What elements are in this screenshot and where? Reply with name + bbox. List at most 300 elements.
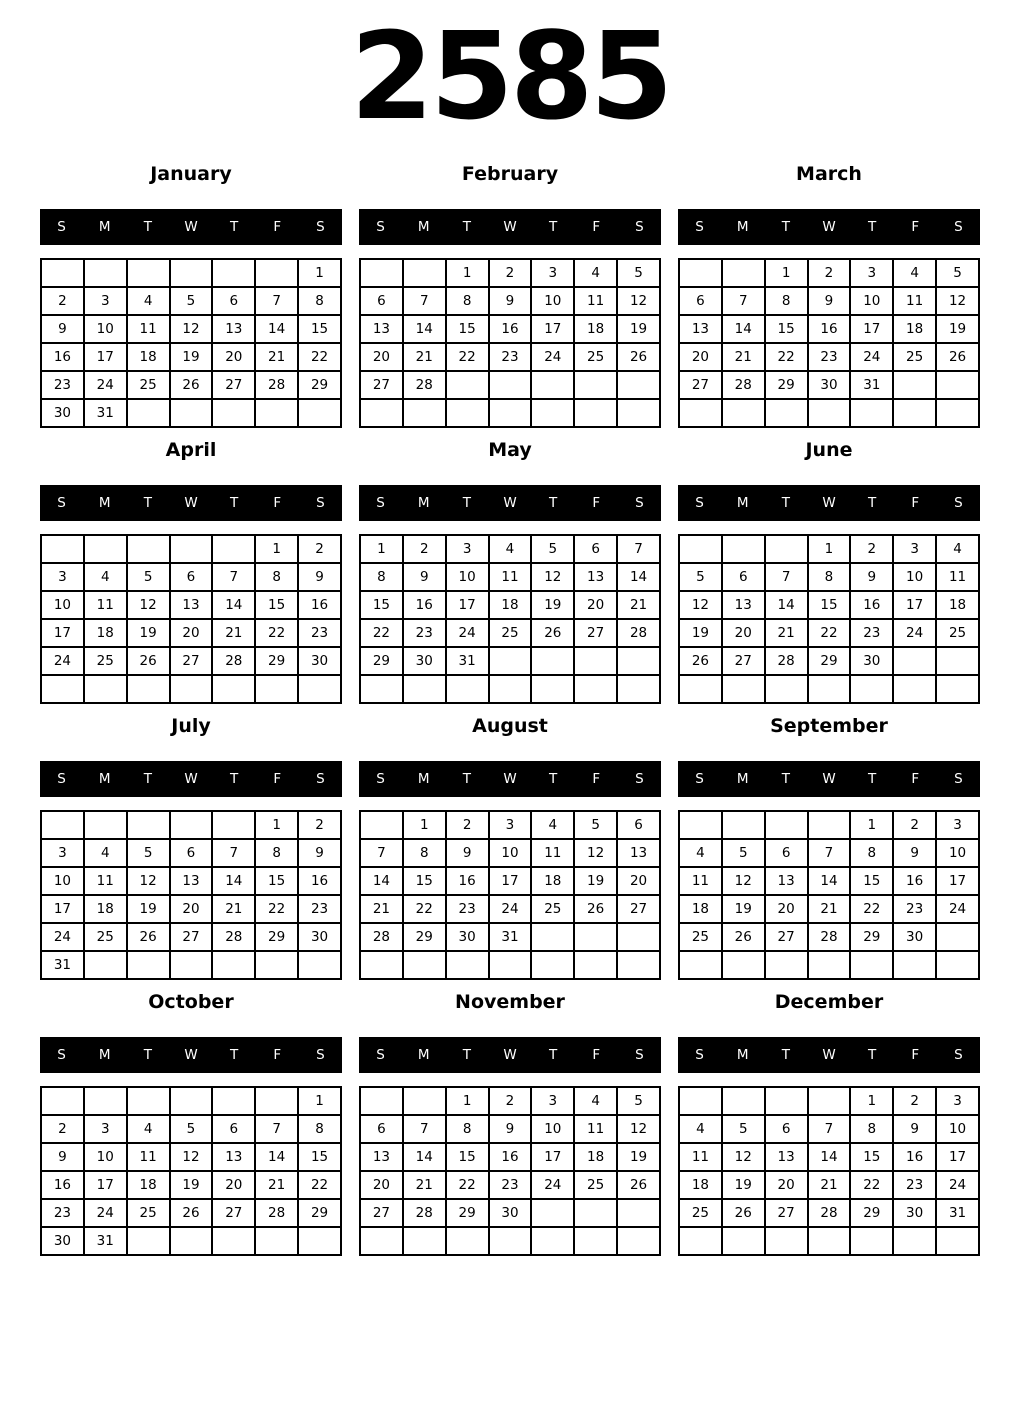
- day-cell: 17: [936, 867, 979, 895]
- empty-day-cell: [127, 811, 170, 839]
- weekday-label: T: [868, 495, 877, 511]
- week-row: [41, 535, 341, 563]
- day-cell: 4: [936, 535, 979, 563]
- weekday-label: T: [462, 495, 471, 511]
- weekday-label: T: [230, 1047, 239, 1063]
- weekday-label: F: [592, 219, 601, 235]
- weekday-label: F: [592, 495, 601, 511]
- day-cell: 6: [170, 563, 213, 591]
- week-row: [679, 895, 979, 923]
- day-cell: 9: [298, 839, 341, 867]
- day-cell: 12: [170, 315, 213, 343]
- empty-day-cell: [531, 951, 574, 979]
- empty-day-cell: [936, 371, 979, 399]
- empty-day-cell: [212, 399, 255, 427]
- empty-day-cell: [170, 535, 213, 563]
- day-cell: 3: [936, 811, 979, 839]
- day-cell: 5: [574, 811, 617, 839]
- day-cell: 31: [936, 1199, 979, 1227]
- month-table: [678, 810, 980, 980]
- day-cell: 9: [893, 839, 936, 867]
- week-row: [679, 1143, 979, 1171]
- month-title: November: [455, 991, 565, 1013]
- week-row: [41, 619, 341, 647]
- weekday-label: M: [736, 1047, 749, 1063]
- weekday-label: S: [376, 771, 385, 787]
- weekday-label: T: [781, 1047, 790, 1063]
- day-cell: 29: [298, 371, 341, 399]
- week-row: [360, 647, 660, 675]
- weekday-label: F: [273, 771, 282, 787]
- weekday-label: S: [635, 771, 644, 787]
- empty-day-cell: [255, 259, 298, 287]
- day-cell: 4: [127, 1115, 170, 1143]
- month-table: [40, 810, 342, 980]
- empty-day-cell: [360, 811, 403, 839]
- day-cell: 5: [127, 563, 170, 591]
- day-cell: 25: [489, 619, 532, 647]
- day-cell: 15: [255, 867, 298, 895]
- day-cell: 9: [489, 287, 532, 315]
- day-cell: 14: [255, 1143, 298, 1171]
- empty-day-cell: [850, 951, 893, 979]
- day-cell: 26: [574, 895, 617, 923]
- day-cell: 23: [893, 1171, 936, 1199]
- day-cell: 6: [212, 287, 255, 315]
- day-cell: 21: [360, 895, 403, 923]
- day-cell: 18: [574, 315, 617, 343]
- day-cell: 17: [84, 343, 127, 371]
- day-cell: 2: [403, 535, 446, 563]
- day-cell: 3: [936, 1087, 979, 1115]
- empty-day-cell: [574, 399, 617, 427]
- day-cell: 24: [489, 895, 532, 923]
- weekday-label: S: [376, 1047, 385, 1063]
- day-cell: 27: [212, 1199, 255, 1227]
- weekday-label: S: [635, 1047, 644, 1063]
- day-cell: 3: [531, 259, 574, 287]
- day-cell: 21: [255, 1171, 298, 1199]
- empty-day-cell: [127, 951, 170, 979]
- weekday-label: T: [781, 495, 790, 511]
- day-cell: 27: [360, 1199, 403, 1227]
- day-cell: 9: [489, 1115, 532, 1143]
- day-cell: 21: [808, 895, 851, 923]
- day-cell: 20: [574, 591, 617, 619]
- empty-day-cell: [489, 675, 532, 703]
- month-title: March: [796, 163, 862, 185]
- empty-day-cell: [170, 259, 213, 287]
- empty-day-cell: [617, 371, 660, 399]
- weekday-label: S: [954, 219, 963, 235]
- day-cell: 30: [850, 647, 893, 675]
- day-cell: 12: [722, 1143, 765, 1171]
- weekday-label: W: [503, 1047, 517, 1063]
- week-row: [679, 591, 979, 619]
- day-cell: 22: [850, 895, 893, 923]
- week-row: [41, 563, 341, 591]
- weekday-label: W: [822, 219, 836, 235]
- weekday-label: S: [57, 495, 66, 511]
- empty-day-cell: [765, 535, 808, 563]
- day-cell: 12: [936, 287, 979, 315]
- day-cell: 5: [679, 563, 722, 591]
- empty-day-cell: [360, 259, 403, 287]
- empty-day-cell: [808, 951, 851, 979]
- day-cell: 23: [403, 619, 446, 647]
- day-cell: 14: [255, 315, 298, 343]
- weekday-header-band: [359, 209, 661, 245]
- week-row: [41, 811, 341, 839]
- empty-day-cell: [403, 1087, 446, 1115]
- day-cell: 12: [617, 1115, 660, 1143]
- day-cell: 2: [808, 259, 851, 287]
- day-cell: 6: [765, 1115, 808, 1143]
- week-row: [41, 1227, 341, 1255]
- weekday-label: M: [417, 1047, 430, 1063]
- empty-day-cell: [170, 1087, 213, 1115]
- empty-day-cell: [212, 675, 255, 703]
- empty-day-cell: [574, 1199, 617, 1227]
- empty-day-cell: [360, 399, 403, 427]
- day-cell: 18: [936, 591, 979, 619]
- day-cell: 13: [617, 839, 660, 867]
- weekday-header-band: [678, 209, 980, 245]
- day-cell: 3: [850, 259, 893, 287]
- day-cell: 27: [765, 1199, 808, 1227]
- empty-day-cell: [489, 399, 532, 427]
- day-cell: 26: [679, 647, 722, 675]
- empty-day-cell: [212, 951, 255, 979]
- empty-day-cell: [446, 675, 489, 703]
- empty-day-cell: [41, 811, 84, 839]
- day-cell: 19: [127, 619, 170, 647]
- month-title: August: [472, 715, 548, 737]
- weekday-label: S: [635, 219, 644, 235]
- empty-day-cell: [679, 1227, 722, 1255]
- month-block: [40, 704, 342, 980]
- day-cell: 29: [255, 647, 298, 675]
- empty-day-cell: [722, 399, 765, 427]
- day-cell: 23: [489, 343, 532, 371]
- weekday-label: T: [462, 771, 471, 787]
- day-cell: 3: [41, 839, 84, 867]
- day-cell: 4: [679, 839, 722, 867]
- day-cell: 16: [489, 1143, 532, 1171]
- weekday-label: S: [695, 495, 704, 511]
- week-row: [360, 675, 660, 703]
- day-cell: 27: [765, 923, 808, 951]
- empty-day-cell: [722, 535, 765, 563]
- empty-day-cell: [127, 1227, 170, 1255]
- day-cell: 24: [936, 1171, 979, 1199]
- empty-day-cell: [893, 675, 936, 703]
- month-title: October: [148, 991, 234, 1013]
- weekday-label: W: [503, 219, 517, 235]
- empty-day-cell: [489, 647, 532, 675]
- day-cell: 20: [170, 619, 213, 647]
- weekday-label: M: [417, 771, 430, 787]
- week-row: [41, 951, 341, 979]
- empty-day-cell: [255, 399, 298, 427]
- day-cell: 25: [574, 1171, 617, 1199]
- day-cell: 17: [84, 1171, 127, 1199]
- day-cell: 17: [41, 895, 84, 923]
- month-table: [40, 1086, 342, 1256]
- day-cell: 11: [127, 315, 170, 343]
- empty-day-cell: [446, 371, 489, 399]
- empty-day-cell: [84, 1087, 127, 1115]
- week-row: [679, 839, 979, 867]
- day-cell: 6: [617, 811, 660, 839]
- months-grid: [40, 152, 980, 1256]
- day-cell: 23: [893, 895, 936, 923]
- day-cell: 22: [446, 343, 489, 371]
- empty-day-cell: [531, 1199, 574, 1227]
- day-cell: 13: [170, 867, 213, 895]
- day-cell: 2: [893, 811, 936, 839]
- day-cell: 13: [765, 867, 808, 895]
- day-cell: 16: [808, 315, 851, 343]
- day-cell: 18: [679, 895, 722, 923]
- week-row: [360, 1143, 660, 1171]
- day-cell: 7: [212, 839, 255, 867]
- day-cell: 19: [574, 867, 617, 895]
- week-row: [41, 647, 341, 675]
- day-cell: 23: [41, 1199, 84, 1227]
- day-cell: 5: [170, 287, 213, 315]
- day-cell: 9: [298, 563, 341, 591]
- weekday-label: T: [230, 219, 239, 235]
- week-row: [679, 1227, 979, 1255]
- day-cell: 1: [446, 259, 489, 287]
- day-cell: 14: [212, 867, 255, 895]
- weekday-label: S: [954, 1047, 963, 1063]
- empty-day-cell: [765, 1087, 808, 1115]
- day-cell: 10: [41, 867, 84, 895]
- empty-day-cell: [446, 951, 489, 979]
- day-cell: 12: [617, 287, 660, 315]
- weekday-label: F: [592, 1047, 601, 1063]
- day-cell: 15: [403, 867, 446, 895]
- empty-day-cell: [893, 399, 936, 427]
- day-cell: 15: [446, 1143, 489, 1171]
- week-row: [679, 343, 979, 371]
- day-cell: 2: [298, 535, 341, 563]
- empty-day-cell: [212, 1227, 255, 1255]
- day-cell: 29: [850, 1199, 893, 1227]
- empty-day-cell: [84, 535, 127, 563]
- week-row: [679, 675, 979, 703]
- day-cell: 5: [617, 259, 660, 287]
- day-cell: 16: [41, 1171, 84, 1199]
- day-cell: 15: [360, 591, 403, 619]
- day-cell: 7: [722, 287, 765, 315]
- day-cell: 19: [127, 895, 170, 923]
- empty-day-cell: [617, 675, 660, 703]
- month-title: September: [770, 715, 888, 737]
- day-cell: 25: [84, 647, 127, 675]
- day-cell: 29: [808, 647, 851, 675]
- month-title: June: [805, 439, 853, 461]
- empty-day-cell: [574, 371, 617, 399]
- day-cell: 28: [722, 371, 765, 399]
- day-cell: 22: [255, 895, 298, 923]
- day-cell: 28: [403, 1199, 446, 1227]
- weekday-label: T: [462, 1047, 471, 1063]
- day-cell: 31: [446, 647, 489, 675]
- empty-day-cell: [936, 1227, 979, 1255]
- day-cell: 30: [893, 1199, 936, 1227]
- empty-day-cell: [170, 399, 213, 427]
- day-cell: 9: [403, 563, 446, 591]
- empty-day-cell: [531, 675, 574, 703]
- empty-day-cell: [298, 951, 341, 979]
- empty-day-cell: [127, 1087, 170, 1115]
- day-cell: 12: [679, 591, 722, 619]
- empty-day-cell: [617, 1227, 660, 1255]
- day-cell: 20: [679, 343, 722, 371]
- day-cell: 20: [212, 343, 255, 371]
- day-cell: 13: [170, 591, 213, 619]
- weekday-header-band: [40, 1037, 342, 1073]
- day-cell: 13: [574, 563, 617, 591]
- weekday-label: S: [695, 771, 704, 787]
- day-cell: 27: [212, 371, 255, 399]
- empty-day-cell: [489, 1227, 532, 1255]
- day-cell: 22: [255, 619, 298, 647]
- day-cell: 25: [84, 923, 127, 951]
- day-cell: 9: [808, 287, 851, 315]
- day-cell: 3: [84, 1115, 127, 1143]
- weekday-label: F: [273, 219, 282, 235]
- day-cell: 6: [679, 287, 722, 315]
- day-cell: 7: [617, 535, 660, 563]
- day-cell: 18: [893, 315, 936, 343]
- empty-day-cell: [679, 259, 722, 287]
- day-cell: 7: [212, 563, 255, 591]
- empty-day-cell: [360, 951, 403, 979]
- weekday-label: S: [376, 219, 385, 235]
- empty-day-cell: [360, 1227, 403, 1255]
- month-block: [359, 152, 661, 428]
- day-cell: 6: [574, 535, 617, 563]
- week-row: [41, 1143, 341, 1171]
- day-cell: 26: [531, 619, 574, 647]
- empty-day-cell: [574, 951, 617, 979]
- day-cell: 30: [489, 1199, 532, 1227]
- day-cell: 3: [893, 535, 936, 563]
- day-cell: 24: [446, 619, 489, 647]
- day-cell: 16: [298, 591, 341, 619]
- day-cell: 26: [617, 343, 660, 371]
- week-row: [360, 923, 660, 951]
- day-cell: 10: [531, 1115, 574, 1143]
- week-row: [360, 563, 660, 591]
- weekday-label: W: [184, 771, 198, 787]
- month-block: [678, 980, 980, 1256]
- week-row: [41, 315, 341, 343]
- day-cell: 24: [893, 619, 936, 647]
- empty-day-cell: [679, 1087, 722, 1115]
- month-title: May: [488, 439, 532, 461]
- day-cell: 31: [84, 1227, 127, 1255]
- day-cell: 28: [255, 371, 298, 399]
- empty-day-cell: [403, 1227, 446, 1255]
- empty-day-cell: [170, 1227, 213, 1255]
- empty-day-cell: [489, 951, 532, 979]
- weekday-label: W: [503, 771, 517, 787]
- day-cell: 5: [170, 1115, 213, 1143]
- empty-day-cell: [41, 1087, 84, 1115]
- weekday-header-band: [359, 485, 661, 521]
- day-cell: 30: [403, 647, 446, 675]
- empty-day-cell: [936, 399, 979, 427]
- week-row: [41, 923, 341, 951]
- day-cell: 22: [850, 1171, 893, 1199]
- empty-day-cell: [403, 399, 446, 427]
- day-cell: 30: [298, 647, 341, 675]
- day-cell: 4: [84, 563, 127, 591]
- day-cell: 9: [41, 1143, 84, 1171]
- empty-day-cell: [212, 259, 255, 287]
- day-cell: 19: [679, 619, 722, 647]
- week-row: [679, 1087, 979, 1115]
- empty-day-cell: [722, 259, 765, 287]
- week-row: [360, 591, 660, 619]
- weekday-label: S: [57, 1047, 66, 1063]
- day-cell: 16: [298, 867, 341, 895]
- day-cell: 26: [170, 1199, 213, 1227]
- day-cell: 4: [574, 1087, 617, 1115]
- day-cell: 29: [850, 923, 893, 951]
- day-cell: 26: [722, 923, 765, 951]
- day-cell: 5: [617, 1087, 660, 1115]
- day-cell: 18: [679, 1171, 722, 1199]
- week-row: [679, 811, 979, 839]
- empty-day-cell: [765, 951, 808, 979]
- weekday-label: S: [695, 1047, 704, 1063]
- empty-day-cell: [170, 675, 213, 703]
- weekday-label: W: [184, 495, 198, 511]
- empty-day-cell: [808, 399, 851, 427]
- month-table: [359, 258, 661, 428]
- day-cell: 6: [212, 1115, 255, 1143]
- day-cell: 2: [489, 1087, 532, 1115]
- month-title: April: [165, 439, 217, 461]
- week-row: [679, 535, 979, 563]
- weekday-label: S: [316, 219, 325, 235]
- day-cell: 13: [360, 1143, 403, 1171]
- weekday-header-band: [40, 485, 342, 521]
- day-cell: 20: [170, 895, 213, 923]
- day-cell: 21: [617, 591, 660, 619]
- day-cell: 26: [722, 1199, 765, 1227]
- day-cell: 19: [722, 895, 765, 923]
- day-cell: 1: [446, 1087, 489, 1115]
- day-cell: 28: [808, 923, 851, 951]
- week-row: [679, 923, 979, 951]
- empty-day-cell: [808, 675, 851, 703]
- empty-day-cell: [765, 675, 808, 703]
- day-cell: 17: [893, 591, 936, 619]
- year-title: 2585: [350, 8, 670, 147]
- week-row: [679, 1171, 979, 1199]
- weekday-label: T: [143, 1047, 152, 1063]
- day-cell: 27: [722, 647, 765, 675]
- week-row: [679, 399, 979, 427]
- empty-day-cell: [298, 675, 341, 703]
